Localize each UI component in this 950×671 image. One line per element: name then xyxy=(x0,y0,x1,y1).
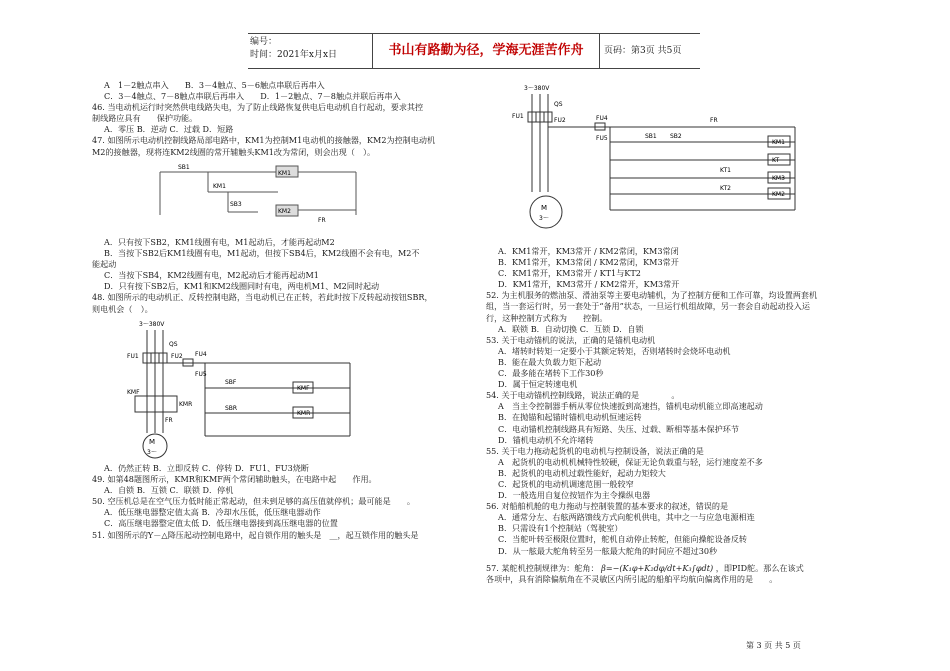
text-line: 行，这种控制方式称为 控制。 xyxy=(486,312,608,323)
text-line: 则电机会（ ）。 xyxy=(92,303,153,314)
text-line: D．KM1常开，KM3常开 / KM2常开，KM3常开 xyxy=(498,279,680,290)
diagram-48-circuit xyxy=(125,318,365,466)
header-number: 编号： xyxy=(250,37,278,47)
diagram-label: SB2 xyxy=(670,133,682,140)
page-footer: 第 3 页 共 5 页 xyxy=(746,641,801,650)
diagram-label: M xyxy=(149,438,156,446)
diagram-label: KM1 xyxy=(213,183,226,190)
diagram-label: KM2 xyxy=(278,208,291,215)
diagram-label: SBR xyxy=(225,405,238,412)
text-line: 制线路应具有 保护功能。 xyxy=(92,113,198,124)
text-line: 能起动 xyxy=(92,259,117,270)
q57-formula: β=−(K₁φ+K₂dφ/dt+K₃∫φdt) xyxy=(601,562,714,573)
text-line: A．仍然正转 B．立即反转 C．停转 D．FU1、FU3烧断 xyxy=(104,463,309,473)
text-line: D．从一舷最大舵角转至另一舷最大舵角的时间应不超过30秒 xyxy=(498,545,718,556)
text-line: M2的接触器，现将连KM2线圈的常开辅触头KM1改为常闭，则会出现（ ）。 xyxy=(92,146,376,157)
header-time: 时间：2021年x月x日 xyxy=(250,50,338,60)
diagram-label: KT xyxy=(772,157,780,164)
text-line: A．通常分左、右舷两路馈线方式向舵机供电，其中之一与应急电源相连 xyxy=(498,512,755,523)
diagram-label: 3～ xyxy=(539,215,549,222)
diagram-label: KT1 xyxy=(720,167,731,174)
q57-before: 57. 某舵机控制规律为：舵角： xyxy=(486,562,599,573)
text-line: B．当按下SB2后KM1线圈有电，M1起动，但按下SB4后，KM2线圈不会有电，M2不 xyxy=(104,248,420,259)
text-line: 53. 关于电动锚机的说法，正确的是锚机电动机 xyxy=(486,334,656,345)
diagram-label: 3～ xyxy=(147,449,157,456)
text-line: A．零压 B．逆动 C．过载 D．短路 xyxy=(104,124,234,135)
diagram-label: KMR xyxy=(179,401,193,408)
text-line: C．当舵叶转至极限位置时，舵机自动停止转舵，但能向操舵设备反转 xyxy=(498,534,748,545)
diagram-label: KMR xyxy=(297,410,311,417)
text-line: B．起货机的电动机过载性能好，起动力矩较大 xyxy=(498,467,666,478)
diagram-label: SBF xyxy=(225,379,237,386)
diagram-label: FU1 xyxy=(127,353,139,360)
left-column-part1 xyxy=(92,80,435,158)
diagram-label: SB1 xyxy=(178,164,190,171)
text-line: 46. 当电动机运行时突然供电线路失电，为了防止线路恢复供电后电动机自行起动，要求其控 xyxy=(92,102,424,113)
diagram-label: KM2 xyxy=(772,191,785,198)
diagram-label: KT2 xyxy=(720,185,731,192)
diagram-label: FR xyxy=(318,217,326,224)
text-line: D．一般选用自复位按钮作为主令操纵电器 xyxy=(498,490,651,501)
diagram-label: FU5 xyxy=(195,371,207,378)
text-line: A．KM1常开，KM3常开 / KM2常闭，KM3常闭 xyxy=(498,246,679,256)
text-line: 48. 如图所示的电动机正、反转控制电路，当电动机已在正转，若此时按下反转起动按钮SBR， xyxy=(92,292,433,303)
diagram-label: FR xyxy=(710,117,718,124)
text-line: D．锚机电动机不允许堵转 xyxy=(498,434,594,445)
q57-after: ，即PID舵。那么在该式 xyxy=(715,562,804,573)
right-column xyxy=(486,246,817,585)
diagram-label: KM1 xyxy=(278,170,291,177)
text-line: 各项中，具有消除偏航角在不灵敏区内所引起的船舶平均航向偏离作用的是 。 xyxy=(486,573,778,584)
text-line: B．在抛锚和起锚时锚机电动机恒速运转 xyxy=(498,412,642,423)
text-line: 49. 如第48题图所示，KMR和KMF两个常闭辅助触头，在电路中起 作用。 xyxy=(92,474,377,485)
diagram-label: FU5 xyxy=(596,135,608,142)
text-line: C．最多能在堵转下工作30秒 xyxy=(498,368,604,379)
text-line: C．高压继电器整定值太低 D．低压继电器接到高压继电器的位置 xyxy=(104,518,338,529)
header-page: 页码：第3页 共5页 xyxy=(604,46,682,56)
text-line: C．起货机的电动机调速范围一般较窄 xyxy=(498,478,634,489)
text-line: C．3－4触点、7－8触点串联后再串入 D．1－2触点、7－8触点并联后再串入 xyxy=(104,91,401,102)
text-line: C．电动锚机控制线路具有短路、失压、过载、断相等基本保护环节 xyxy=(498,423,739,434)
diagram-label: FU4 xyxy=(195,351,207,358)
diagram-label: QS xyxy=(169,341,178,348)
diagram-47-circuit xyxy=(158,160,358,230)
left-column-part2 xyxy=(92,237,433,315)
diagram-label: KM3 xyxy=(772,175,785,182)
diagram-label: FU1 xyxy=(512,113,524,120)
text-line: A 起货机的电动机机械特性较硬，保证无论负载重与轻，运行速度差不多 xyxy=(498,456,763,467)
text-line: A 当主令控制器手柄从零位快速扳到高速挡，锚机电动机能立即高速起动 xyxy=(498,401,763,412)
text-line: 47. 如图所示电动机控制线路局部电路中，KM1为控制M1电动机的接触器，KM2为控制电动机 xyxy=(92,135,436,146)
diagram-label: FU2 xyxy=(171,353,183,360)
text-line: C．KM1常开，KM3常开 / KT1与KT2 xyxy=(498,268,641,279)
text-line: A．联锁 B．自动切换 C．互锁 D．自锁 xyxy=(498,323,644,334)
left-column-part3 xyxy=(92,463,418,541)
diagram-label: 3～380V xyxy=(139,321,165,328)
text-line: 55. 关于电力拖动起货机的电动机与控制设备，说法正确的是 xyxy=(486,445,704,456)
page-header xyxy=(248,33,700,69)
header-motto: 书山有路勤为径，学海无涯苦作舟 xyxy=(372,34,600,68)
text-line: D．属于恒定转速电机 xyxy=(498,379,578,390)
diagram-label: FU2 xyxy=(554,117,566,124)
text-line: 56. 对船舶机舱的电力拖动与控制装置的基本要求的叙述，错误的是 xyxy=(486,501,729,512)
text-line: A．低压继电器整定值太高 B．冷却水压低，低压继电器动作 xyxy=(104,507,321,518)
diagram-label: KMF xyxy=(127,389,140,396)
text-line: C．当按下SB4，KM2线圈有电，M2起动后才能再起动M1 xyxy=(104,270,319,281)
text-line: B．能在最大负载力矩下起动 xyxy=(498,356,602,367)
text-line: B．只需设有1个控制站（驾驶室） xyxy=(498,523,623,534)
header-info xyxy=(250,34,370,70)
text-line: B．KM1常开，KM3常闭 / KM2常闭，KM3常开 xyxy=(498,257,679,268)
diagram-label: QS xyxy=(554,101,563,108)
text-line: A．只有按下SB2，KM1线圈有电，M1起动后，才能再起动M2 xyxy=(104,237,335,247)
text-line: 50. 空压机总是在空气压力低时能正常起动，但未到足够的高压值就停机；最可能是 。 xyxy=(92,496,416,507)
text-line: 51. 如图所示的Y－△降压起动控制电路中，起自锁作用的触头是 __，起互锁作用的触头是 xyxy=(92,529,419,540)
diagram-label: 3～380V xyxy=(524,85,550,92)
text-line: 52. 为主机服务的燃油泵、滑油泵等主要电动辅机，为了控制方便和工作可靠，均设置两套机 xyxy=(486,290,818,301)
diagram-label: FR xyxy=(165,417,173,424)
text-line: A．堵转时转矩一定要小于其额定转矩，否则堵转时会烧坏电动机 xyxy=(498,345,731,356)
q57-line xyxy=(486,563,817,574)
diagram-label: SB3 xyxy=(230,201,242,208)
diagram-label: KMF xyxy=(297,385,310,392)
text-line: A 1－2触点串入 B．3－4触点、5－6触点串联后再串入 xyxy=(104,80,325,90)
text-line: 组，当一套运行时，另一套处于“备用”状态，一旦运行机组故障，另一套会自动起动投入运 xyxy=(486,301,810,312)
diagram-label: M xyxy=(541,204,548,212)
diagram-label: KM1 xyxy=(772,139,785,146)
text-line: D．只有按下SB2后，KM1和KM2线圈同时有电，两电机M1、M2同时起动 xyxy=(104,281,380,292)
text-line: 54. 关于电动锚机控制线路，说法正确的是 。 xyxy=(486,390,680,401)
text-line: A．自锁 B．互锁 C．联锁 D．停机 xyxy=(104,485,234,496)
diagram-label: SB1 xyxy=(645,133,657,140)
diagram-label: FU4 xyxy=(596,115,608,122)
diagram-51-circuit xyxy=(510,82,800,242)
